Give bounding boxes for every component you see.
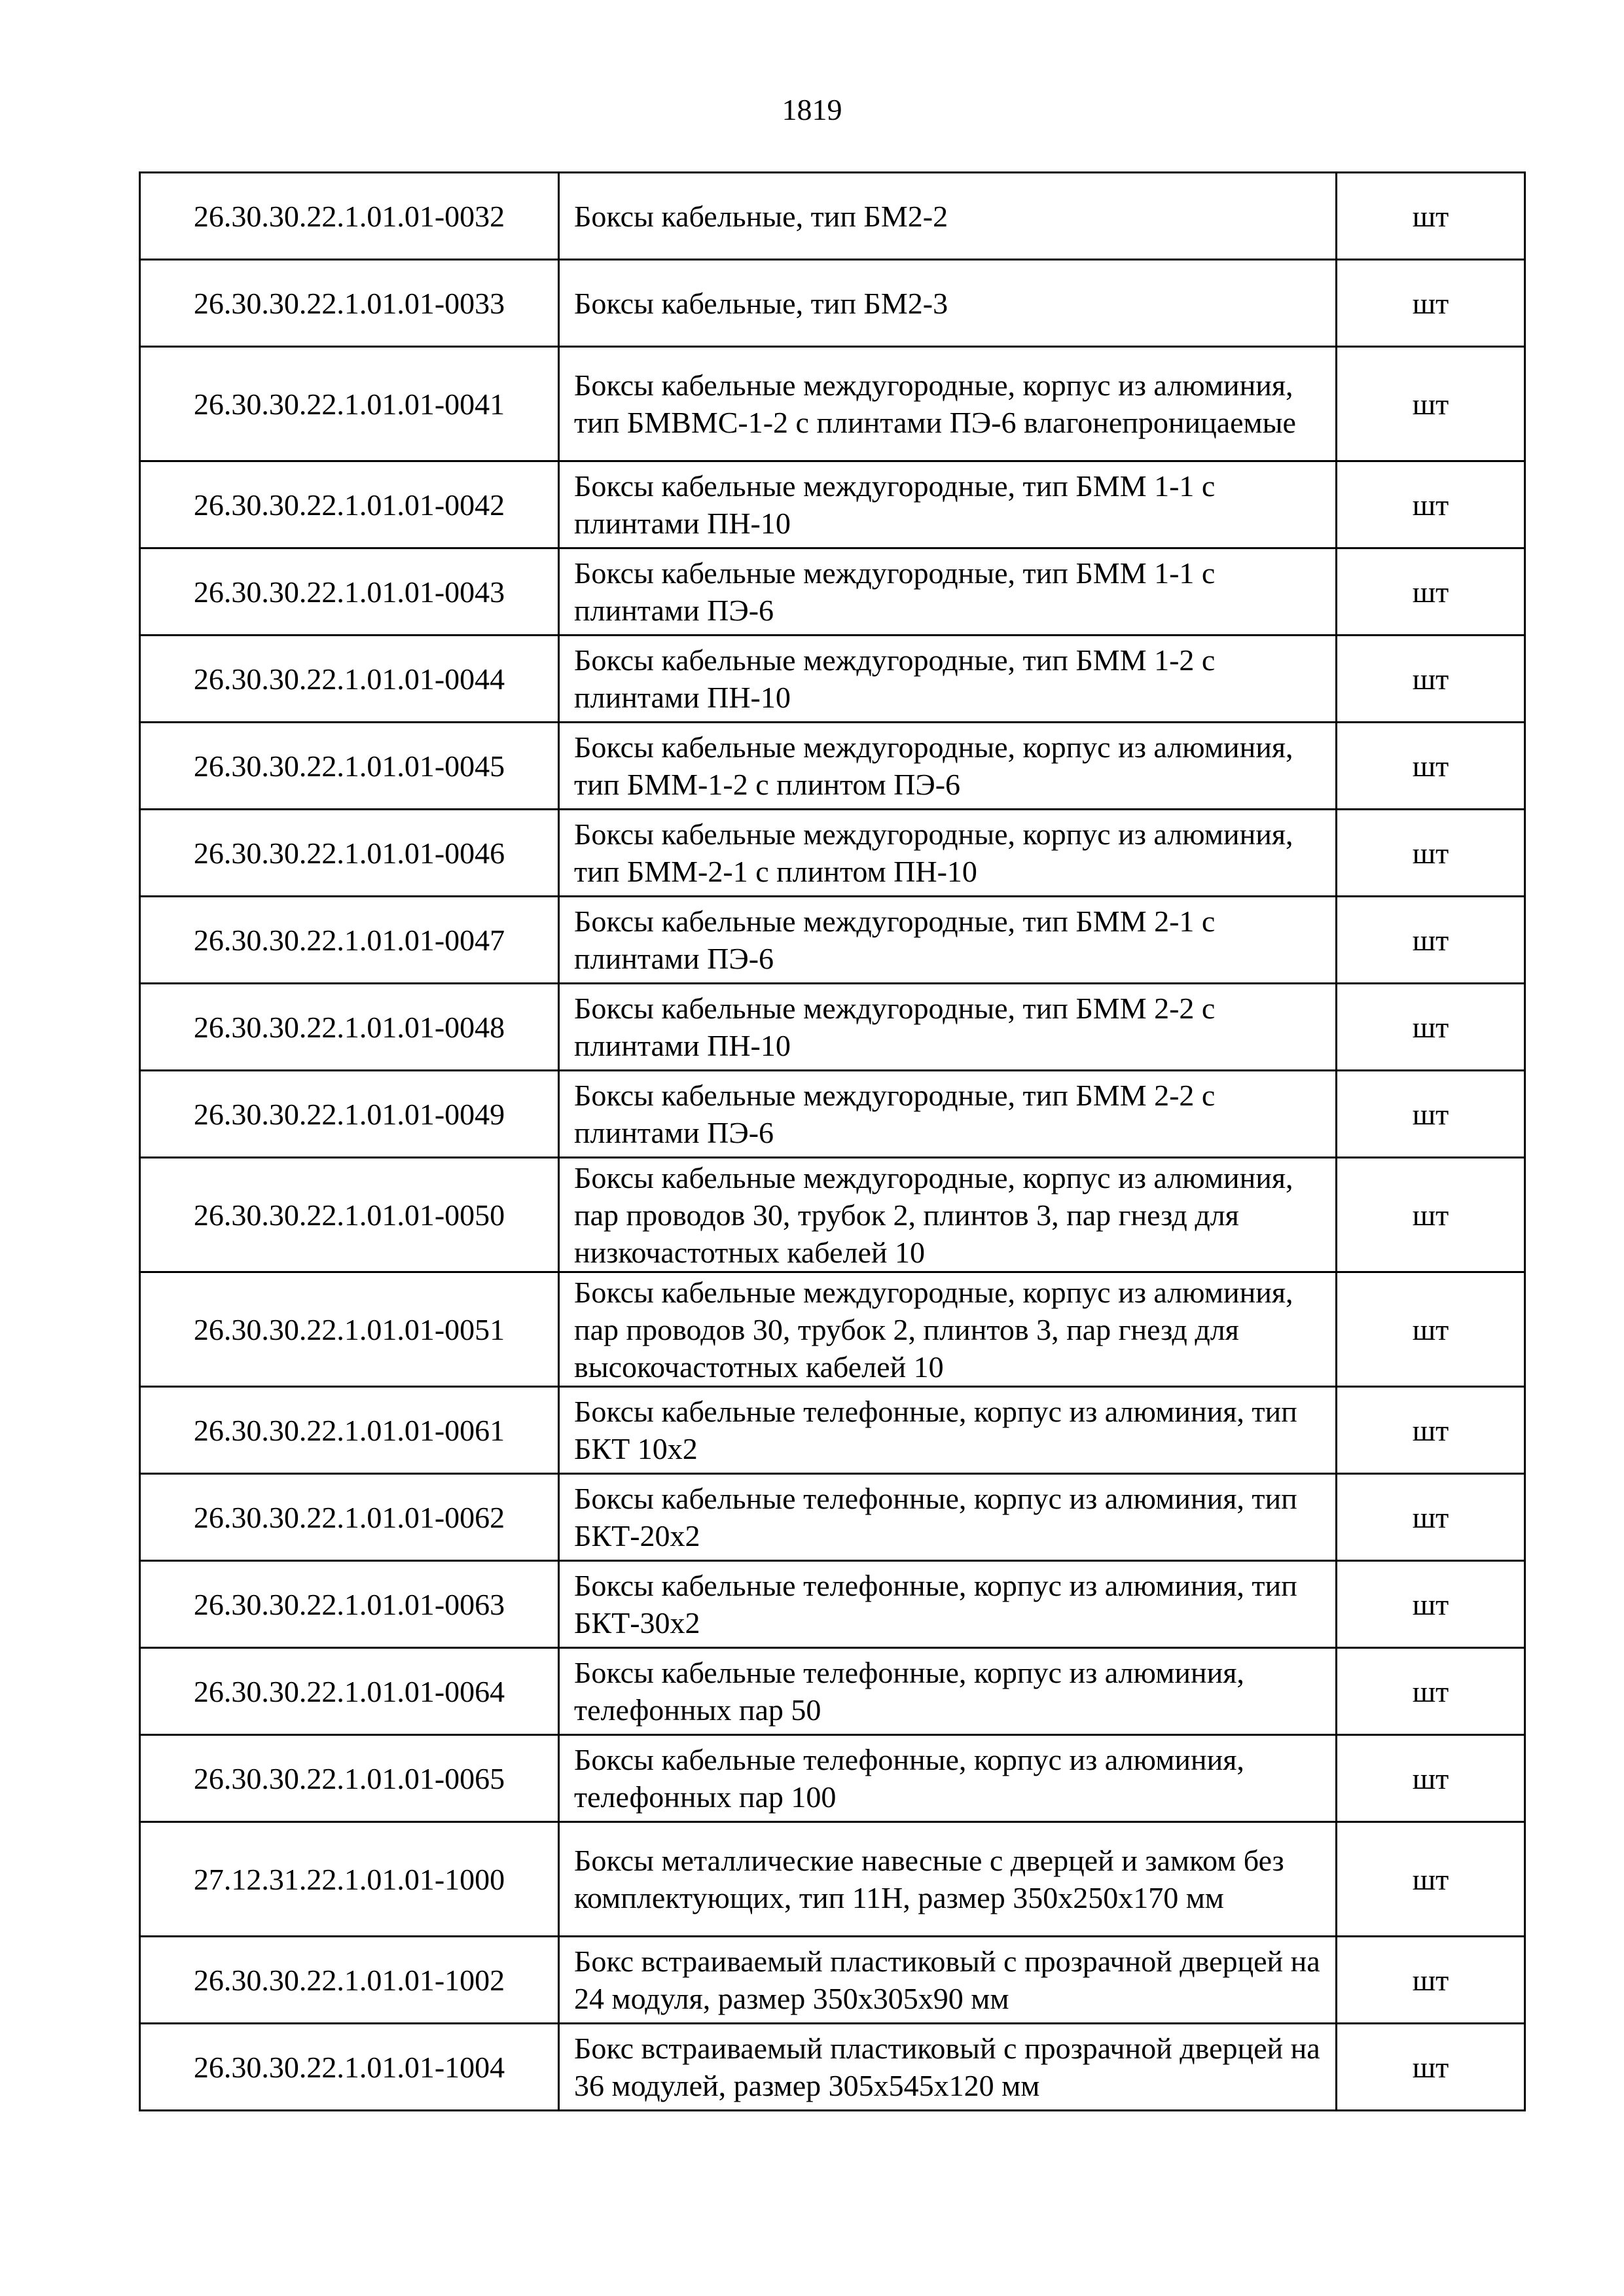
item-code: 26.30.30.22.1.01.01-1004: [140, 2024, 559, 2111]
table-row: [140, 1561, 1525, 1648]
item-code: 26.30.30.22.1.01.01-0061: [140, 1387, 559, 1474]
item-unit: шт: [1337, 2024, 1525, 2111]
item-unit: шт: [1337, 984, 1525, 1071]
item-name: Боксы кабельные междугородные, тип БММ 1-1 с плинтами ПН-10: [559, 461, 1337, 548]
item-code: 26.30.30.22.1.01.01-0047: [140, 897, 559, 984]
item-name: Боксы кабельные телефонные, корпус из алюминия, телефонных пар 50: [559, 1648, 1337, 1735]
table-row: [140, 1158, 1525, 1272]
item-name: Боксы кабельные телефонные, корпус из алюминия, телефонных пар 100: [559, 1735, 1337, 1822]
item-unit: шт: [1337, 347, 1525, 461]
item-code: 26.30.30.22.1.01.01-0044: [140, 636, 559, 723]
item-unit: шт: [1337, 173, 1525, 260]
table-row: [140, 1735, 1525, 1822]
item-unit: шт: [1337, 1387, 1525, 1474]
table-row: [140, 1387, 1525, 1474]
table-row: [140, 548, 1525, 636]
item-name: Боксы кабельные междугородные, корпус из алюминия, тип БММ-1-2 с плинтом ПЭ-6: [559, 723, 1337, 810]
item-code: 26.30.30.22.1.01.01-0062: [140, 1474, 559, 1561]
table-row: [140, 1648, 1525, 1735]
table-row: [140, 1822, 1525, 1937]
item-code: 26.30.30.22.1.01.01-0033: [140, 260, 559, 347]
table-row: [140, 173, 1525, 260]
item-unit: шт: [1337, 1561, 1525, 1648]
item-name: Боксы кабельные, тип БМ2-3: [559, 260, 1337, 347]
item-name: Бокс встраиваемый пластиковый с прозрачной дверцей на 36 модулей, размер 305х545х120 мм: [559, 2024, 1337, 2111]
item-name: Боксы кабельные междугородные, тип БММ 1-2 с плинтами ПН-10: [559, 636, 1337, 723]
table-row: [140, 636, 1525, 723]
item-code: 26.30.30.22.1.01.01-1002: [140, 1937, 559, 2024]
item-name: Боксы кабельные междугородные, корпус из алюминия, тип БМВМС-1-2 с плинтами ПЭ-6 влагонепроницаемые: [559, 347, 1337, 461]
item-name: Боксы кабельные телефонные, корпус из алюминия, тип БКТ-20х2: [559, 1474, 1337, 1561]
item-unit: шт: [1337, 1735, 1525, 1822]
items-table-body: [140, 173, 1525, 2111]
table-row: [140, 1272, 1525, 1387]
table-row: [140, 723, 1525, 810]
item-unit: шт: [1337, 810, 1525, 897]
item-name: Боксы кабельные телефонные, корпус из алюминия, тип БКТ-30х2: [559, 1561, 1337, 1648]
item-unit: шт: [1337, 1822, 1525, 1937]
item-unit: шт: [1337, 1648, 1525, 1735]
item-name: Боксы кабельные междугородные, корпус из алюминия, пар проводов 30, трубок 2, плинтов 3, пар гнезд для низкочастотных кабелей 10: [559, 1158, 1337, 1272]
page-number: 1819: [782, 93, 842, 126]
table-row: [140, 810, 1525, 897]
item-code: 26.30.30.22.1.01.01-0064: [140, 1648, 559, 1735]
item-unit: шт: [1337, 260, 1525, 347]
item-code: 26.30.30.22.1.01.01-0063: [140, 1561, 559, 1648]
item-unit: шт: [1337, 1158, 1525, 1272]
item-code: 27.12.31.22.1.01.01-1000: [140, 1822, 559, 1937]
item-name: Бокс встраиваемый пластиковый с прозрачной дверцей на 24 модуля, размер 350х305х90 мм: [559, 1937, 1337, 2024]
item-name: Боксы кабельные междугородные, корпус из алюминия, пар проводов 30, трубок 2, плинтов 3, пар гнезд для высокочастотных кабелей 10: [559, 1272, 1337, 1387]
item-name: Боксы кабельные междугородные, тип БММ 2-2 с плинтами ПН-10: [559, 984, 1337, 1071]
item-name: Боксы кабельные телефонные, корпус из алюминия, тип БКТ 10х2: [559, 1387, 1337, 1474]
item-unit: шт: [1337, 548, 1525, 636]
table-row: [140, 347, 1525, 461]
item-unit: шт: [1337, 723, 1525, 810]
item-code: 26.30.30.22.1.01.01-0051: [140, 1272, 559, 1387]
item-code: 26.30.30.22.1.01.01-0046: [140, 810, 559, 897]
item-unit: шт: [1337, 1937, 1525, 2024]
item-unit: шт: [1337, 461, 1525, 548]
item-code: 26.30.30.22.1.01.01-0048: [140, 984, 559, 1071]
table-row: [140, 2024, 1525, 2111]
item-name: Боксы кабельные междугородные, корпус из алюминия, тип БММ-2-1 с плинтом ПН-10: [559, 810, 1337, 897]
item-unit: шт: [1337, 1071, 1525, 1158]
item-unit: шт: [1337, 1272, 1525, 1387]
item-code: 26.30.30.22.1.01.01-0065: [140, 1735, 559, 1822]
item-code: 26.30.30.22.1.01.01-0045: [140, 723, 559, 810]
item-unit: шт: [1337, 1474, 1525, 1561]
table-row: [140, 1071, 1525, 1158]
item-code: 26.30.30.22.1.01.01-0041: [140, 347, 559, 461]
item-name: Боксы кабельные междугородные, тип БММ 2-1 с плинтами ПЭ-6: [559, 897, 1337, 984]
table-row: [140, 984, 1525, 1071]
item-code: 26.30.30.22.1.01.01-0043: [140, 548, 559, 636]
table-row: [140, 461, 1525, 548]
table-row: [140, 1474, 1525, 1561]
item-name: Боксы кабельные, тип БМ2-2: [559, 173, 1337, 260]
item-code: 26.30.30.22.1.01.01-0050: [140, 1158, 559, 1272]
item-code: 26.30.30.22.1.01.01-0049: [140, 1071, 559, 1158]
table-row: [140, 1937, 1525, 2024]
item-name: Боксы кабельные междугородные, тип БММ 1-1 с плинтами ПЭ-6: [559, 548, 1337, 636]
item-code: 26.30.30.22.1.01.01-0032: [140, 173, 559, 260]
table-row: [140, 260, 1525, 347]
items-table: [139, 171, 1526, 2111]
table-row: [140, 897, 1525, 984]
item-code: 26.30.30.22.1.01.01-0042: [140, 461, 559, 548]
item-unit: шт: [1337, 897, 1525, 984]
item-name: Боксы металлические навесные с дверцей и замком без комплектующих, тип 11Н, размер 350х250х170 мм: [559, 1822, 1337, 1937]
item-unit: шт: [1337, 636, 1525, 723]
item-name: Боксы кабельные междугородные, тип БММ 2-2 с плинтами ПЭ-6: [559, 1071, 1337, 1158]
